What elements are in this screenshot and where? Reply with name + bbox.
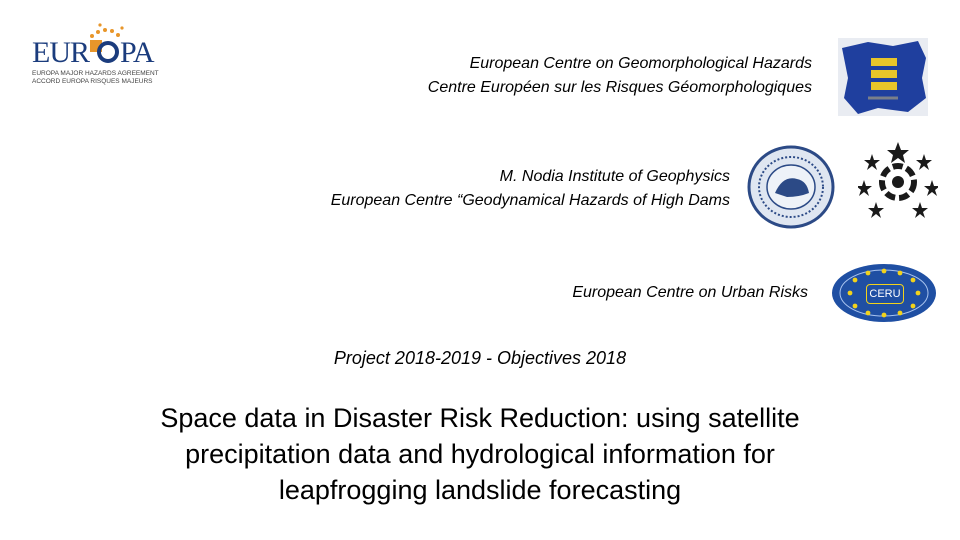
europa-wordmark-left: EUR (32, 36, 89, 69)
ceru-logo (830, 262, 938, 324)
centre-geodynamical-block (230, 165, 730, 213)
institute-seal-logo (747, 145, 835, 229)
title-line-3: leapfrogging landslide forecasting (278, 475, 682, 505)
pinwheel-stars-logo (858, 138, 938, 220)
europe-map-icon (838, 38, 928, 116)
geomorphological-centre-logo (838, 38, 928, 116)
title-line-1: Space data in Disaster Risk Reduction: using satellite (160, 403, 800, 433)
centre-geomorphological-block (360, 52, 812, 100)
centre-urban-block (440, 281, 808, 305)
centre-geomorphological-name-fr: Centre Européen sur les Risques Géomorphologiques (427, 79, 812, 96)
europa-wordmark-right: PA (120, 36, 154, 69)
pinwheel-stars-icon (858, 138, 938, 220)
europa-logo (30, 22, 180, 92)
institute-name: M. Nodia Institute of Geophysics (499, 168, 730, 185)
centre-geomorphological-name-en: European Centre on Geomorphological Hazards (469, 55, 812, 72)
centre-geodynamical-name: European Centre “Geodynamical Hazards of High Dams (330, 192, 730, 209)
presentation-title (60, 400, 900, 508)
institute-seal-icon (747, 145, 835, 229)
project-subtitle: Project 2018-2019 - Objectives 2018 (333, 348, 627, 368)
title-line-2: precipitation data and hydrological information for (185, 439, 775, 469)
europa-subtitle-fr: ACCORD EUROPA RISQUES MAJEURS (32, 78, 153, 85)
ceru-label: CERU (866, 284, 904, 304)
europa-subtitle-en: EUROPA MAJOR HAZARDS AGREEMENT (32, 70, 159, 77)
centre-urban-name: European Centre on Urban Risks (572, 284, 808, 301)
